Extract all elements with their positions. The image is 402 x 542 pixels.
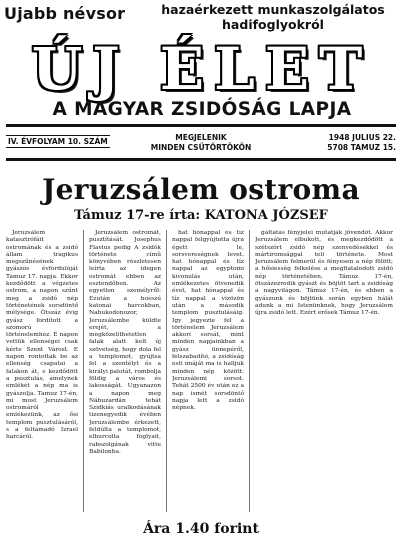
column-divider [249,230,250,512]
issue-info: IV. ÉVFOLYAM 10. SZÁM [8,137,108,146]
frequency-line-1: MEGJELENIK [175,133,227,142]
article-title: Jeruzsálem ostroma [42,173,360,206]
article-column-3: hat hónappal és tíz nappal felgyújtotta újra égett le, sorsvereségnek levet. hat hónappal és tíz nappal az egyptomi kivonulás után, emlékezetes ötvenedik évet, hat hónappal és tíz nappal a vizözön után a második templom pusztulásáig. Igy jegyezte fel a történelem Jeruzsálem akkori sorsát, mint minden napjainkban a gyász ünnepéről, felszabadító, a zsidóság esti imáját ma is halljuk minden nép között: Jeruzsálemi sorsot. Tehát 2500 év után ez a nap ismét sorsdöntő napja lett a zsidó népnek. [172,230,244,412]
issue-info-bar [6,131,396,155]
frequency-line-2: MINDEN CSÜTÖRTÖKÖN [150,143,252,152]
article-column-4: gáltatás fényjelei mutatják jövendőt. Akkor Jeruzsálem elbukott, és megkezdődött a szétszórt zsidó nép szenvedésekkel és mártíromsággal teli története. Most Jeruzsálem felmerül és fényesen a nép fölött; a hősiesség felkelése a megfiatalodott zsidó nép történetében. Támuz 17-én, ötszázezredik gyászt és böjtöt tart a zsidóság a nagyvilágon. Támuz 17-én, és ebben a gyászunk és böjtünk során egyben hálát adunk a mi Istenünknek, hogy Jeruzsálem újra zsidó lett. Ezért erősek Támuz 17-én. [255,230,393,317]
column-divider [83,230,84,512]
date-line-1: 1948 JULIUS 22. [328,133,396,142]
article-column-1: Jeruzsálem katasztrófáit ostromának és a zsidó állam tragikus megszűnésének gyászos évfordulóját Tamuz 17. napja. Ekkor kezdődött a végzetes ostrom, a napon szűnt meg a zsidó nép történetének sorsdöntő mélysége. Ötszáz évig gyász fordított a szomorú történelemhez. E napon vettük ellenségei csak kérte Szent Várost. E napon rontottak be az ellenség csapatai a falakon át, s kezdődött a pusztulás, amelynek emlékét a nép ma is gyászolja. Tamuz 17-én, mi most Jeruzsálem ostromáról emlékezünk, az ősi templom pusztulásáról, s a feltámadó Izrael harcáról. [6,230,78,441]
top-left-headline: Ujabb névsor [4,4,126,23]
price-line: Ára 1.40 forint [143,521,259,537]
masthead-title: ÚJ ÉLET [31,35,373,103]
masthead-subtitle: A MAGYAR ZSIDÓSÁG LAPJA [52,99,352,120]
frequency-note [136,133,266,153]
top-right-headline: hazaérkezett munkaszolgálatos hadifoglyokról [161,2,385,32]
date-line-2: 5708 TAMUZ 15. [327,143,396,152]
info-rule [6,158,396,161]
article-column-2: Jeruzsálem ostromát, pusztítását. Josephus Flavius pedig A zsidók története című könyvében részletesen leírta az idegen ostromát ebben az esztendőben. Az egyetlen személyről: Ezután a hosszú katonai harcokban, Nabukodonozor, Jeruzsálembe küldte erejét, a megközelíthetetlen falak alatt kelt új szövetség, hogy dola fel a templomot, gyújtsa fel a szentélyt és a királyi palotát, rombolja földig a város és lakosságát. Ugyanazon a napon meg Nábuzardán tehát Szidkiás uralkodásának tizenegyedik évében Jeruzsálembe érkezett, feldúlta a templomot, elhurcolta foglyait, rabszolgának vitte Babilonba. [89,230,161,455]
article-byline: Támuz 17-re írta: KATONA JÓZSEF [74,208,328,223]
column-divider [166,230,167,512]
date-note [327,133,396,153]
article-body [6,230,398,512]
masthead-rule [6,124,396,127]
